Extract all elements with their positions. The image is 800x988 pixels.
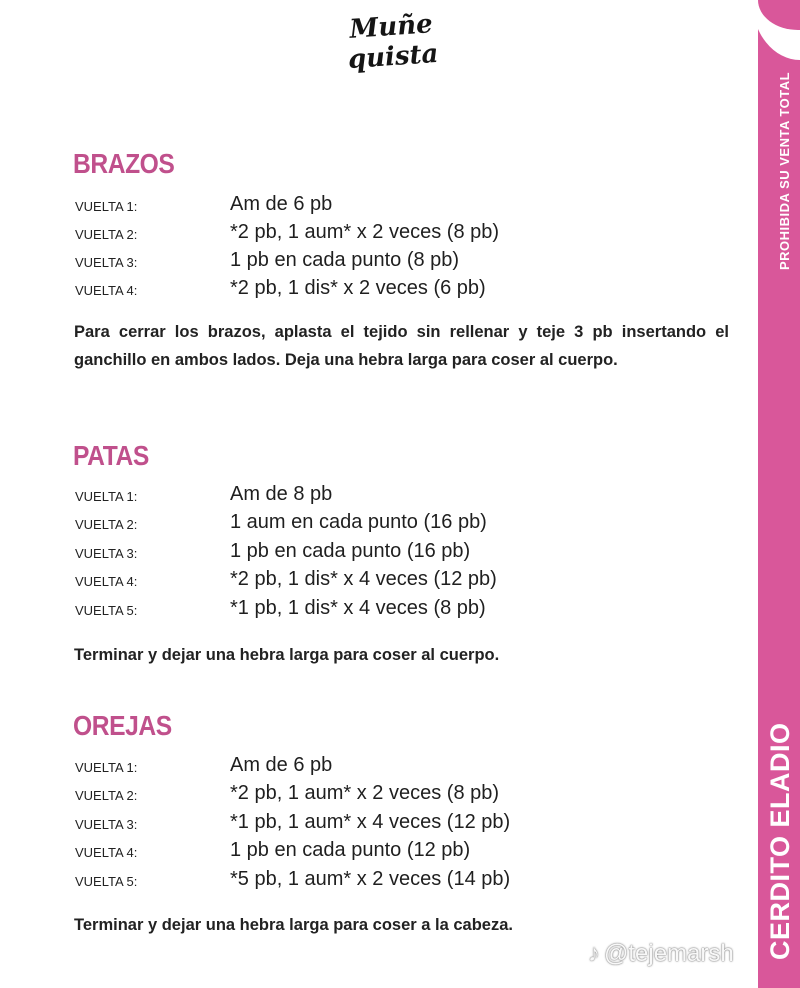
round-label: VUELTA 5: xyxy=(75,603,138,618)
tiktok-icon: ♪ xyxy=(588,940,600,967)
round-instruction: 1 pb en cada punto (16 pb) xyxy=(230,540,471,562)
round-row xyxy=(0,483,760,511)
round-label: VUELTA 4: xyxy=(75,283,138,298)
round-row xyxy=(0,811,760,839)
round-row xyxy=(0,249,760,277)
section-title-brazos: BRAZOS xyxy=(73,148,175,179)
round-instruction: 1 pb en cada punto (8 pb) xyxy=(230,249,460,271)
round-row xyxy=(0,839,760,867)
round-instruction: *2 pb, 1 aum* x 2 veces (8 pb) xyxy=(230,221,500,243)
section-note-brazos: Para cerrar los brazos, aplasta el tejido sin rellenar y teje 3 pb insertando el ganchillo en ambos lados. Deja una hebra larga para coser al cuerpo. xyxy=(74,323,729,369)
tiktok-watermark xyxy=(588,940,734,968)
round-row xyxy=(0,277,760,305)
round-instruction: Am de 6 pb xyxy=(230,193,333,215)
pattern-name: CERDITO ELADIO xyxy=(765,722,795,960)
section-note-patas: Terminar y dejar una hebra larga para coser al cuerpo. xyxy=(74,646,500,664)
round-label: VUELTA 3: xyxy=(75,255,138,270)
round-label: VUELTA 1: xyxy=(75,199,138,214)
round-row xyxy=(0,221,760,249)
round-row xyxy=(0,511,760,539)
round-row xyxy=(0,540,760,568)
section-note-orejas: Terminar y dejar una hebra larga para coser a la cabeza. xyxy=(74,916,513,934)
round-label: VUELTA 1: xyxy=(75,760,138,775)
round-row xyxy=(0,868,760,896)
round-label: VUELTA 4: xyxy=(75,574,138,589)
round-instruction: *1 pb, 1 aum* x 4 veces (12 pb) xyxy=(230,811,511,833)
round-label: VUELTA 4: xyxy=(75,845,138,860)
round-label: VUELTA 2: xyxy=(75,227,138,242)
round-instruction: Am de 6 pb xyxy=(230,754,333,776)
round-instruction: *1 pb, 1 dis* x 4 veces (8 pb) xyxy=(230,597,486,619)
section-title-orejas: OREJAS xyxy=(73,710,172,741)
round-row xyxy=(0,754,760,782)
round-instruction: *2 pb, 1 aum* x 2 veces (8 pb) xyxy=(230,782,500,804)
round-row xyxy=(0,193,760,221)
round-label: VUELTA 3: xyxy=(75,546,138,561)
round-instruction: Am de 8 pb xyxy=(230,483,333,505)
logo-line-1: Muñe xyxy=(348,9,434,45)
section-title-patas: PATAS xyxy=(73,440,149,471)
round-label: VUELTA 3: xyxy=(75,817,138,832)
round-instruction: 1 aum en cada punto (16 pb) xyxy=(230,511,487,533)
round-instruction: *5 pb, 1 aum* x 2 veces (14 pb) xyxy=(230,868,511,890)
side-notice: PROHIBIDA SU VENTA TOTAL xyxy=(777,71,792,270)
watermark-handle: @tejemarsh xyxy=(604,940,734,967)
round-label: VUELTA 5: xyxy=(75,874,138,889)
round-row xyxy=(0,568,760,596)
logo-line-2: quista xyxy=(347,38,440,76)
round-instruction: *2 pb, 1 dis* x 4 veces (12 pb) xyxy=(230,568,497,590)
round-label: VUELTA 1: xyxy=(75,489,138,504)
brand-logo xyxy=(343,9,443,85)
round-instruction: 1 pb en cada punto (12 pb) xyxy=(230,839,471,861)
round-row xyxy=(0,597,760,625)
round-label: VUELTA 2: xyxy=(75,788,138,803)
round-instruction: *2 pb, 1 dis* x 2 veces (6 pb) xyxy=(230,277,486,299)
round-label: VUELTA 2: xyxy=(75,517,138,532)
round-row xyxy=(0,782,760,810)
